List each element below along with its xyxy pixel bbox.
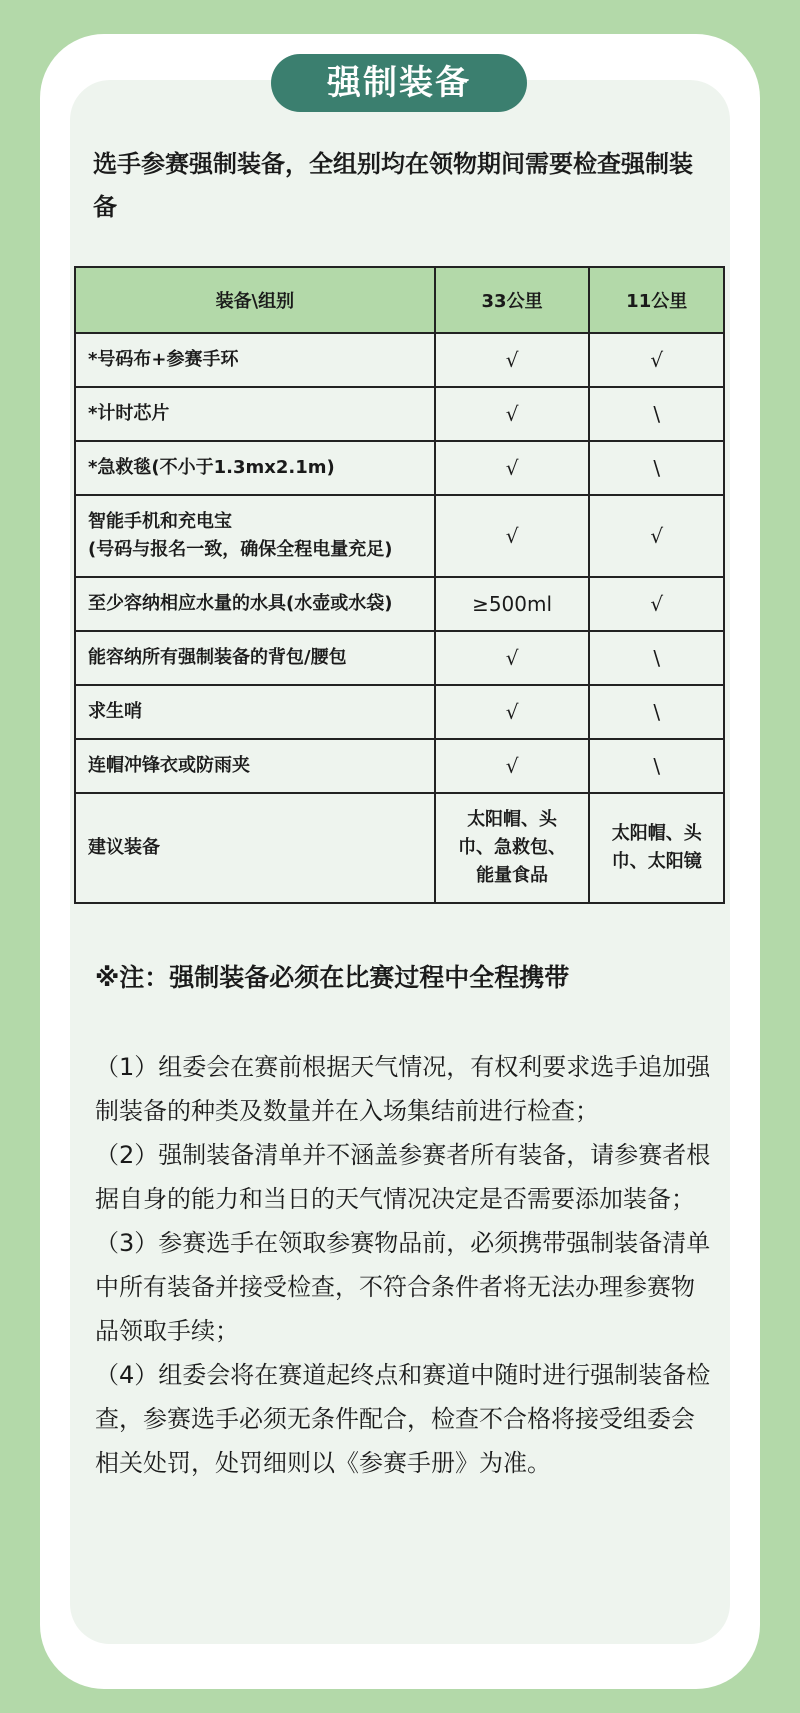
value-line: 巾、太阳镜	[611, 851, 702, 872]
note-item: （1）组委会在赛前根据天气情况，有权利要求选手追加强制装备的种类及数量并在入场集结前进行检查；	[95, 1053, 711, 1125]
item-cell: 至少容纳相应水量的水具(水壶或水袋)	[75, 577, 435, 631]
value-cell-33km: ≥500ml	[435, 577, 590, 631]
value-cell-11km: \	[589, 739, 724, 793]
table-row	[75, 793, 724, 903]
item-cell: 建议装备	[75, 793, 435, 903]
value-cell-33km: √	[435, 441, 590, 495]
note-item: （2）强制装备清单并不涵盖参赛者所有装备，请参赛者根据自身的能力和当日的天气情况决定是否需要添加装备；	[95, 1141, 711, 1213]
value-cell-33km: √	[435, 739, 590, 793]
item-cell: 能容纳所有强制装备的背包/腰包	[75, 631, 435, 685]
value-cell-11km: √	[589, 577, 724, 631]
equipment-table	[74, 266, 725, 904]
item-cell: 连帽冲锋衣或防雨夹	[75, 739, 435, 793]
table-row	[75, 387, 724, 441]
table-row	[75, 685, 724, 739]
table-row	[75, 333, 724, 387]
note-title: ※注：强制装备必须在比赛过程中全程携带	[95, 963, 570, 992]
value-cell-11km: \	[589, 685, 724, 739]
item-line: (号码与报名一致，确保全程电量充足)	[88, 539, 393, 560]
value-cell-33km: √	[435, 387, 590, 441]
value-cell-11km: √	[589, 495, 724, 577]
intro-text: 选手参赛强制装备，全组别均在领物期间需要检查强制装备	[93, 150, 693, 221]
item-cell: *急救毯(不小于1.3mx2.1m)	[75, 441, 435, 495]
item-cell: *计时芯片	[75, 387, 435, 441]
table-row	[75, 631, 724, 685]
value-cell-11km: √	[589, 333, 724, 387]
item-cell: *号码布+参赛手环	[75, 333, 435, 387]
value-line: 能量食品	[476, 865, 549, 886]
value-line: 巾、急救包、	[458, 837, 567, 858]
table-row	[75, 739, 724, 793]
page-title: 强制装备	[271, 54, 527, 112]
notes-list	[95, 1045, 713, 1485]
value-cell-11km: \	[589, 441, 724, 495]
value-cell-33km: √	[435, 495, 590, 577]
value-cell-33km: √	[435, 333, 590, 387]
value-cell-11km	[589, 793, 724, 903]
value-cell-33km: √	[435, 631, 590, 685]
item-cell: 求生哨	[75, 685, 435, 739]
value-cell-33km	[435, 793, 590, 903]
value-line: 太阳帽、头	[467, 809, 558, 830]
table-row	[75, 577, 724, 631]
table-row	[75, 495, 724, 577]
value-cell-11km: \	[589, 631, 724, 685]
item-line: 智能手机和充电宝	[88, 511, 232, 532]
value-line: 太阳帽、头	[611, 823, 702, 844]
note-item: （4）组委会将在赛道起终点和赛道中随时进行强制装备检查，参赛选手必须无条件配合，检查不合格将接受组委会相关处罚，处罚细则以《参赛手册》为准。	[95, 1361, 711, 1477]
header-cell-11km: 11公里	[589, 267, 724, 333]
table-header-row	[75, 267, 724, 333]
note-item: （3）参赛选手在领取参赛物品前，必须携带强制装备清单中所有装备并接受检查，不符合条件者将无法办理参赛物品领取手续；	[95, 1229, 711, 1345]
table-row	[75, 441, 724, 495]
value-cell-11km: \	[589, 387, 724, 441]
header-cell-equipment: 装备\组别	[75, 267, 435, 333]
header-cell-33km: 33公里	[435, 267, 590, 333]
item-cell	[75, 495, 435, 577]
value-cell-33km: √	[435, 685, 590, 739]
